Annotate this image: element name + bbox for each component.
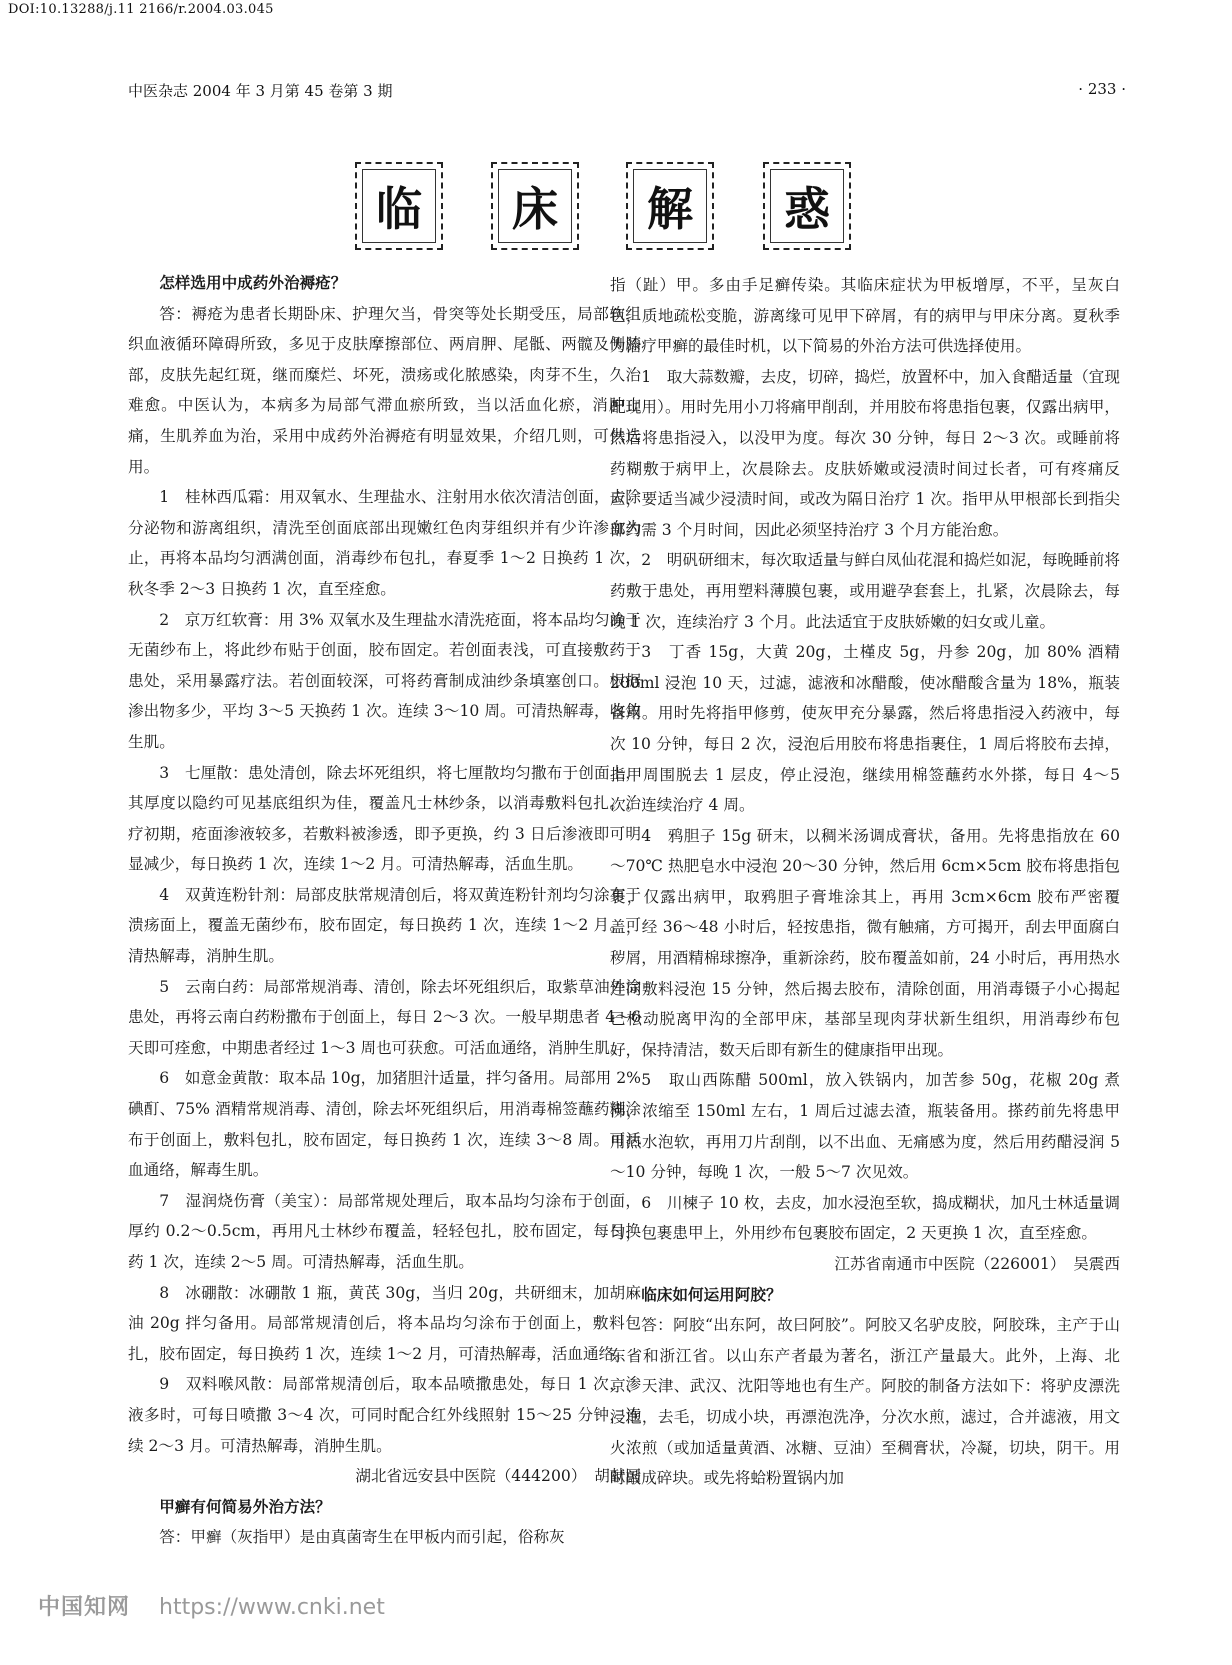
answer-2-start: 答：甲癣（灰指甲）是由真菌寄生在甲板内而引起，俗称灰 [159,1528,565,1547]
question-1: 怎样选用中成药外治褥疮？ [159,273,347,292]
list-item: 1 取大蒜数瓣，去皮，切碎，捣烂，放置杯中，加入食醋适量（宜现配现用）。用时先用小刀将痛甲削刮，并用胶布将患指包裹，仅露出病甲，然后将患指浸入，以没甲为度。每次 30 分钟，每日 2～3 次。或睡前将药糊敷于病甲上，次晨除去。皮肤娇嫩或浸渍时间过长者，可有疼痛反应，要适当减少浸渍时间，或改为隔日治疗 1 次。指甲从甲根部长到指尖部约需 3 个月时间，因此必须坚持治疗 3 个月方能治愈。 [610,367,1120,539]
title-char-2: 床 [491,162,579,250]
page-number: · 233 · [1078,80,1126,98]
question-2: 甲癣有何简易外治方法？ [159,1496,331,1516]
watermark-site-name: 中国知网 [38,1595,131,1620]
list-item: 7 湿润烧伤膏（美宝）：局部常规处理后，取本品均匀涂布于创面，厚约 0.2～0.5cm，再用凡士林纱布覆盖，轻轻包扎，胶布固定，每日换药 1 次，连续 2～5 周。可清热解毒，活血生肌。 [128,1191,641,1271]
list-item: 3 丁香 15g，大黄 20g，土槿皮 5g，丹参 20g，加 80% 酒精 200ml 浸泡 10 天，过滤，滤液和冰醋酸，使冰醋酸含量为 18%，瓶装备用。用时先将指甲修剪，使灰甲充分暴露，然后将患指浸入药液中，每次 10 分钟，每日 2 次，浸泡后用胶布将患指裹住，1 周后将胶布去掉，指甲周围脱去 1 层皮，停止浸泡，继续用棉签蘸药水外搽，每日 4～5 次。连续治疗 4 周。 [610,643,1120,815]
list-item: 5 取山西陈醋 500ml，放入铁锅内，加苦参 50g，花椒 20g 煮沸，浓缩至 150ml 左右，1 周后过滤去渣，瓶装备用。搽药前先将患甲用热水泡软，再用刀片刮削，以不出血、无痛感为度，然后用药醋浸润 5～10 分钟，每晚 1 次，一般 5～7 次见效。 [610,1071,1120,1182]
list-item: 4 鸦胆子 15g 研末，以稠米汤调成膏状，备用。先将患指放在 60～70℃ 热肥皂水中浸泡 20～30 分钟，然后用 6cm×5cm 胶布将患指包裹，仅露出病甲，取鸦胆子膏堆涂其上，再用 3cm×6cm 胶布严密覆盖，经 36～48 小时后，轻按患指，微有触痛，方可揭开，刮去甲面腐白秽屑，用酒精棉球擦净，重新涂药，胶布覆盖如前，24 小时后，再用热水连同敷料浸泡 15 分钟，然后揭去胶布，清除创面，用消毒镊子小心揭起已松动脱离甲沟的全部甲床，基部呈现肉芽状新生组织，用消毒纱布包好，保持清洁，数天后即有新生的健康指甲出现。 [610,826,1120,1059]
list-item: 6 川楝子 10 枚，去皮，加水浸泡至软，捣成糊状，加凡士林适量调匀，包裹患甲上，外用纱布包裹胶布固定，2 天更换 1 次，直至痊愈。 [610,1193,1120,1243]
list-item: 3 七厘散：患处清创，除去坏死组织，将七厘散均匀撒布于创面上，其厚度以隐约可见基底组织为佳，覆盖凡士林纱条，以消毒敷料包扎。治疗初期，疮面渗液较多，若敷料被渗透，即予更换，约 3 日后渗液即可明显减少，每日换药 1 次，连续 1～2 月。可清热解毒，活血生肌。 [128,763,641,874]
watermark-site-url[interactable]: https://www.cnki.net [159,1595,385,1620]
question-3: 临床如何运用阿胶？ [641,1284,782,1304]
list-item: 2 京万红软膏：用 3% 双氧水及生理盐水清洗疮面，将本品均匀涂于无菌纱布上，将此纱布贴于创面，胶布固定。若创面表浅，可直接敷药于患处，采用暴露疗法。若创面较深，可将药膏制成油纱条填塞创口。根据渗出物多少，平均 3～5 天换药 1 次。连续 3～10 周。可清热解毒，收敛生肌。 [128,610,641,751]
section-title [355,162,875,252]
list-item: 6 如意金黄散：取本品 10g，加猪胆汁适量，拌匀备用。局部用 2% 碘酊、75% 酒精常规消毒、清创，除去坏死组织后，用消毒棉签蘸药糊涂布于创面上，敷料包扎，胶布固定，每日换药 1 次，连续 3～8 周。可活血通络，解毒生肌。 [128,1069,641,1180]
author-signature-2: 江苏省南通市中医院（226001） 吴震西 [834,1255,1120,1273]
author-signature-1: 湖北省远安县中医院（444200） 胡献国 [355,1467,641,1486]
list-item: 9 双料喉风散：局部常规清创后，取本品喷撒患处，每日 1 次，渗液多时，可每日喷撒 3～4 次，可同时配合红外线照射 15～25 分钟，连续 2～3 月。可清热解毒，消肿生肌。 [128,1375,641,1455]
cnki-watermark [38,1590,385,1621]
journal-running-header: 中医杂志 2004 年 3 月第 45 卷第 3 期 [128,82,393,100]
list-item: 2 明矾研细末，每次取适量与鲜白凤仙花混和捣烂如泥，每晚睡前将药敷于患处，再用塑料薄膜包裹，或用避孕套套上，扎紧，次晨除去，每晚 1 次，连续治疗 3 个月。此法适宜于皮肤娇嫩的妇女或儿童。 [610,551,1120,631]
answer-1: 答：褥疮为患者长期卧床、护理欠当，骨突等处长期受压，局部软组织血液循环障碍所致，多见于皮肤摩擦部位、两肩胛、尾骶、两髋及侧膝部，皮肤先起红斑，继而糜烂、坏死，溃疡或化脓感染，肉芽不生，久治难愈。中医认为，本病多为局部气滞血瘀所致，当以活血化瘀，消肿止痛，生肌养血为治，采用中成药外治褥疮有明显效果，介绍几则，可供选用。 [128,304,641,476]
list-item: 5 云南白药：局部常规消毒、清创，除去坏死组织后，取紫草油外涂患处，再将云南白药粉撒布于创面上，每日 2～3 次。一般早期患者 4～6 天即可痊愈，中期患者经过 1～3 周也可获愈。可活血通络，消肿生肌。 [128,977,641,1057]
answer-2-continued: 指（趾）甲。多由手足癣传染。其临床症状为甲板增厚，不平，呈灰白色，质地疏松变脆，游离缘可见甲下碎屑，有的病甲与甲床分离。夏秋季为治疗甲癣的最佳时机，以下简易的外治方法可供选择使用。 [610,276,1120,356]
title-char-1: 临 [355,162,443,250]
answer-3: 答：阿胶“出东阿，故曰阿胶”。阿胶又名驴皮胶，阿胶珠，主产于山东省和浙江省。以山东产者最为著名，浙江产量最大。此外，上海、北京、天津、武汉、沈阳等地也有生产。阿胶的制备方法如下：将驴皮漂洗浸泡，去毛，切成小块，再漂泡洗净，分次水煎，滤过，合并滤液，用文火浓煎（或加适量黄酒、冰糖、豆油）至稠膏状，冷凝，切块，阴干。用时敲成碎块。或先将蛤粉置锅内加 [610,1316,1120,1488]
list-item: 8 冰硼散：冰硼散 1 瓶，黄芪 30g，当归 20g，共研细末，加胡麻油 20g 拌匀备用。局部常规清创后，将本品均匀涂布于创面上，敷料包扎，胶布固定，每日换药 1 次，连续 1～2 月，可清热解毒，活血通络。 [128,1283,641,1363]
doi-line: DOI:10.13288/j.11 2166/r.2004.03.045 [8,2,274,17]
right-column [610,270,1120,1494]
title-char-3: 解 [626,162,714,250]
list-item: 1 桂林西瓜霜：用双氧水、生理盐水、注射用水依次清洁创面，去除分泌物和游离组织，清洗至创面底部出现嫩红色肉芽组织并有少许渗血为止，再将本品均匀洒满创面，消毒纱布包扎，春夏季 1～2 日换药 1 次，秋冬季 2～3 日换药 1 次，直至痊愈。 [128,488,641,598]
title-char-4: 惑 [763,162,851,250]
left-column [128,268,641,1553]
list-item: 4 双黄连粉针剂：局部皮肤常规清创后，将双黄连粉针剂均匀涂布于溃疡面上，覆盖无菌纱布，胶布固定，每日换药 1 次，连续 1～2 月。可清热解毒，消肿生肌。 [128,885,641,966]
